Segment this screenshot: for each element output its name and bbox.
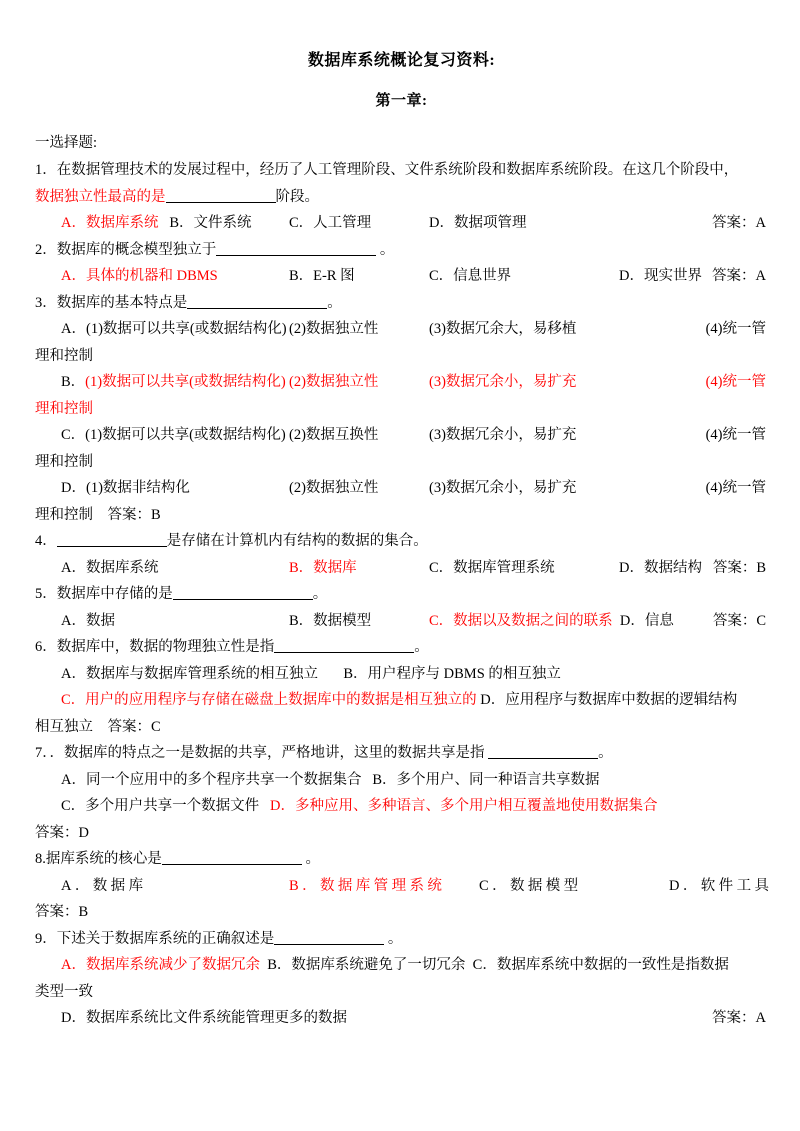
q3-b-part3: (3)数据冗余小，易扩充	[429, 374, 577, 390]
question-5-stem	[35, 581, 768, 608]
q7-stem-text: 7．．数据库的特点之一是数据的共享，严格地讲，这里的数据共享是指	[35, 745, 485, 761]
question-6-options-row1	[35, 661, 768, 688]
question-1-stem-line2	[35, 184, 768, 211]
q2-option-b-label: B．	[289, 268, 314, 284]
question-7-options-row2	[35, 793, 768, 820]
question-7-stem	[35, 740, 768, 767]
q4-option-c-label: C．	[429, 559, 454, 576]
q1-option-c[interactable]	[289, 210, 429, 237]
question-3-option-c[interactable]	[35, 422, 768, 449]
question-2-options	[35, 263, 768, 290]
q5-option-c[interactable]	[429, 608, 613, 635]
q3-d-label: D．	[61, 480, 86, 496]
q6-option-d-text: 应用程序与数据库中数据的逻辑结构	[505, 692, 738, 708]
q9-answer: 答案：A	[712, 1010, 766, 1026]
q8-option-c-label: C．	[479, 877, 510, 894]
q4-option-d-label: D．	[619, 559, 644, 576]
q9-option-b-label: B．	[267, 957, 292, 973]
q8-option-d[interactable]	[669, 873, 774, 900]
q7-option-c[interactable]	[61, 798, 259, 814]
section-heading: 一选择题:	[35, 135, 98, 151]
q3-a-part3: (3)数据冗余大，易移植	[429, 321, 577, 337]
q5-option-a[interactable]	[61, 608, 289, 635]
q7-stem-tail: 。	[598, 745, 613, 761]
q7-option-b[interactable]	[372, 772, 599, 788]
q5-option-b-text: 数据模型	[313, 612, 372, 629]
q4-option-d[interactable]	[619, 555, 702, 582]
q3-a-text1: (1)数据可以共享(或数据结构化)	[85, 321, 287, 337]
q9-option-c[interactable]	[473, 957, 729, 973]
question-3-option-a[interactable]	[35, 316, 768, 343]
q8-option-d-label: D．	[669, 877, 701, 894]
q3-stem-text: 3．数据库的基本特点是	[35, 294, 188, 311]
question-8-options	[35, 873, 773, 900]
q4-option-c-text: 数据库管理系统	[453, 559, 555, 576]
question-8-answer: 答案：B	[35, 904, 89, 920]
q2-option-a-label: A．	[61, 268, 86, 284]
q2-option-b[interactable]	[289, 263, 429, 290]
q3-stem-tail: 。	[327, 294, 342, 311]
q7-option-d[interactable]	[270, 798, 657, 814]
q3-d-part1	[61, 475, 289, 502]
q5-stem-text: 5．数据库中存储的是	[35, 586, 173, 602]
q4-option-b[interactable]	[289, 555, 429, 582]
question-1-options	[35, 210, 768, 237]
q1-stem-red: 数据独立性最高的是	[35, 188, 166, 205]
q2-option-d-label: D．	[619, 268, 644, 284]
q2-option-c-text: 信息世界	[453, 268, 512, 284]
q3-c-part3: (3)数据冗余小，易扩充	[429, 427, 577, 443]
q7-option-a-label: A．	[61, 771, 86, 788]
q1-option-d-text: 数据项管理	[453, 215, 527, 231]
question-7-answer: 答案：D	[35, 824, 89, 841]
question-9-stem	[35, 926, 768, 953]
q6-option-b-label: B．	[343, 665, 368, 682]
q4-option-c[interactable]	[429, 555, 619, 582]
q4-option-a-label: A．	[61, 559, 86, 576]
q5-option-b[interactable]	[289, 608, 429, 635]
q1-option-b-text: 文件系统	[193, 215, 252, 231]
q3-a-part4: (4)统一管	[705, 321, 766, 337]
q3-c-part2: (2)数据互换性	[289, 427, 379, 443]
q3-c-label: C．	[61, 427, 86, 443]
q3-blank[interactable]	[187, 295, 327, 309]
q3-c-text1: (1)数据可以共享(或数据结构化)	[85, 427, 286, 443]
q6-option-a[interactable]	[61, 666, 318, 682]
q8-stem-tail: 。	[305, 851, 320, 867]
q2-option-d-text: 现实世界	[643, 268, 702, 284]
q2-option-b-text: E-R 图	[313, 268, 355, 284]
q9-option-d-label: D．	[61, 1010, 86, 1026]
q8-option-c-text: 数据模型	[509, 877, 582, 894]
q5-option-b-label: B．	[289, 612, 314, 629]
question-6-option-d-cont	[35, 714, 768, 741]
question-2-stem	[35, 237, 768, 264]
q1-option-d-label: D．	[429, 215, 454, 231]
q1-stem-tail: 阶段。	[275, 188, 319, 205]
q7-option-b-text: 多个用户、同一种语言共享数据	[396, 771, 600, 788]
q9-option-a-text: 数据库系统减少了数据冗余	[85, 957, 260, 973]
q4-option-a[interactable]	[61, 555, 289, 582]
question-5-options	[35, 608, 768, 635]
q8-option-a-text: 数据库	[92, 877, 147, 894]
q2-option-d[interactable]	[619, 263, 702, 290]
q9-option-c-text: 数据库系统中数据的一致性是指数据	[496, 957, 729, 973]
q9-blank[interactable]	[274, 931, 384, 945]
q5-option-c-label: C．	[429, 612, 454, 629]
q8-option-d-text: 软件工具	[700, 877, 773, 894]
q4-blank[interactable]	[57, 533, 167, 547]
question-3-stem	[35, 290, 768, 317]
q7-option-c-text: 多个用户共享一个数据文件	[85, 798, 260, 814]
q6-answer: 答案：C	[107, 718, 161, 735]
q4-option-d-text: 数据结构	[643, 559, 702, 576]
q8-option-b-text: 数据库管理系统	[319, 877, 446, 894]
q1-option-d[interactable]	[429, 210, 526, 237]
q5-option-c-text: 数据以及数据之间的联系	[453, 612, 613, 629]
q4-option-b-label: B．	[289, 559, 314, 576]
q7-option-d-text: 多种应用、多种语言、多个用户相互覆盖地使用数据集合	[295, 798, 658, 814]
q9-option-a-label: A．	[61, 957, 86, 973]
q6-d-cont-text: 相互独立	[35, 718, 93, 735]
q6-option-b[interactable]	[343, 666, 561, 682]
q7-blank[interactable]	[488, 745, 598, 759]
question-6-options-row2	[35, 687, 768, 714]
q5-option-a-text: 数据	[85, 612, 115, 629]
q6-option-c-text: 用户的应用程序与存储在磁盘上数据库中的数据是相互独立的	[85, 692, 477, 708]
q3-answer: 答案：B	[107, 506, 161, 523]
q6-option-c-label: C．	[61, 692, 86, 708]
q5-blank[interactable]	[173, 586, 313, 600]
q1-option-b-label: B．	[169, 215, 194, 231]
question-7-options-row1	[35, 767, 768, 794]
q4-stem-prefix: 4．	[35, 533, 57, 549]
q8-stem-text: 8.据库系统的核心是	[35, 851, 162, 867]
q3-b-part4: (4)统一管	[705, 374, 766, 390]
q6-option-b-text: 用户程序与 DBMS 的相互独立	[367, 665, 561, 682]
q6-option-d[interactable]	[480, 692, 737, 708]
q3-d-cont-text: 理和控制	[35, 506, 93, 523]
q3-d-part4: (4)统一管	[705, 480, 766, 496]
question-9-options-row1	[35, 952, 768, 979]
question-4-stem	[35, 528, 768, 555]
question-6-stem	[35, 634, 768, 661]
q2-option-a[interactable]	[61, 263, 289, 290]
q1-option-a-text: 数据库系统	[85, 215, 159, 231]
q1-option-c-text: 人工管理	[313, 215, 372, 231]
q9-option-c-label: C．	[472, 957, 497, 973]
q7-option-d-label: D．	[270, 798, 296, 814]
q3-d-part3: (3)数据冗余小，易扩充	[429, 480, 577, 496]
q2-option-a-text: 具体的机器和 DBMS	[85, 268, 218, 284]
q5-answer: 答案：C	[712, 612, 766, 629]
question-3-option-b-cont: 理和控制	[35, 400, 93, 417]
q3-b-part2: (2)数据独立性	[289, 374, 379, 390]
q5-option-d[interactable]	[613, 608, 674, 635]
q5-option-a-label: A．	[61, 612, 86, 629]
q2-stem-tail: 。	[379, 241, 395, 258]
question-3-option-b[interactable]	[35, 369, 768, 396]
q1-stem-line1: 1．在数据管理技术的发展过程中，经历了人工管理阶段、文件系统阶段和数据库系统阶段。在这几个阶段中，	[35, 162, 739, 178]
q6-option-a-text: 数据库与数据库管理系统的相互独立	[85, 665, 318, 682]
q3-d-part2: (2)数据独立性	[289, 480, 379, 496]
q9-stem-text: 9．下述关于数据库系统的正确叙述是	[35, 930, 275, 947]
q9-option-b[interactable]	[267, 957, 465, 973]
q9-option-a[interactable]	[61, 957, 260, 973]
question-1-stem	[35, 157, 768, 184]
q3-c-part4: (4)统一管	[705, 427, 766, 443]
question-3-option-a-cont: 理和控制	[35, 347, 93, 364]
q1-option-a[interactable]	[61, 210, 289, 237]
q6-option-a-label: A．	[61, 665, 86, 682]
q3-a-label: A．	[61, 321, 86, 337]
q7-option-b-label: B．	[372, 771, 397, 788]
q2-option-c[interactable]	[429, 263, 619, 290]
question-8-stem	[35, 846, 768, 873]
q1-answer: 答案：A	[712, 215, 766, 231]
q8-option-b-label: B．	[289, 877, 320, 894]
q9-stem-tail: 。	[387, 930, 403, 947]
q2-stem-text: 2．数据库的概念模型独立于	[35, 241, 217, 258]
q8-option-a-label: A．	[61, 877, 93, 894]
q2-blank[interactable]	[216, 242, 376, 256]
q1-option-a-label: A．	[61, 215, 86, 231]
q3-b-text1: (1)数据可以共享(或数据结构化)	[85, 374, 286, 390]
q2-option-c-label: C．	[429, 268, 454, 284]
question-3-option-d[interactable]	[35, 475, 768, 502]
q7-option-c-label: C．	[61, 798, 86, 814]
q6-stem-text: 6．数据库中，数据的物理独立性是指	[35, 639, 275, 655]
document-title: 数据库系统概论复习资料:	[307, 52, 496, 69]
q5-stem-tail: 。	[312, 586, 328, 602]
q4-answer: 答案：B	[712, 559, 766, 576]
q4-stem-tail: 是存储在计算机内有结构的数据的集合。	[166, 533, 428, 549]
q4-option-b-text: 数据库	[313, 559, 357, 576]
q4-option-a-text: 数据库系统	[85, 559, 159, 576]
q6-stem-tail: 。	[414, 639, 429, 655]
q3-a-part2: (2)数据独立性	[289, 321, 379, 337]
q2-answer: 答案：A	[712, 268, 766, 284]
q3-b-label: B．	[61, 374, 86, 390]
question-4-options	[35, 555, 768, 582]
q6-option-d-label: D．	[480, 692, 506, 708]
q9-option-d[interactable]	[61, 1005, 347, 1032]
q3-b-part1	[61, 369, 289, 396]
q9-option-b-text: 数据库系统避免了一切冗余	[291, 957, 466, 973]
q7-option-a-text: 同一个应用中的多个程序共享一个数据集合	[85, 771, 362, 788]
q3-c-part1	[61, 422, 289, 449]
q5-option-d-label: D．	[619, 612, 645, 629]
q8-option-c[interactable]	[479, 873, 669, 900]
q9-option-d-text: 数据库系统比文件系统能管理更多的数据	[85, 1010, 347, 1026]
q8-blank[interactable]	[162, 851, 302, 865]
q1-blank[interactable]	[166, 189, 276, 203]
question-9-options-row2	[35, 1005, 768, 1032]
question-3-option-d-cont	[35, 502, 768, 529]
q1-option-c-label: C．	[289, 215, 314, 231]
chapter-title: 第一章:	[375, 93, 428, 109]
q8-option-a[interactable]	[61, 873, 289, 900]
q3-d-text1: (1)数据非结构化	[85, 480, 190, 496]
q3-a-part1	[61, 316, 289, 343]
question-9-option-c-cont: 类型一致	[35, 983, 93, 1000]
q6-option-c[interactable]	[61, 692, 477, 708]
q7-option-a[interactable]	[61, 772, 361, 788]
q5-option-d-text: 信息	[644, 612, 674, 629]
q8-option-b[interactable]	[289, 873, 479, 900]
q6-blank[interactable]	[274, 639, 414, 653]
question-3-option-c-cont: 理和控制	[35, 453, 93, 470]
